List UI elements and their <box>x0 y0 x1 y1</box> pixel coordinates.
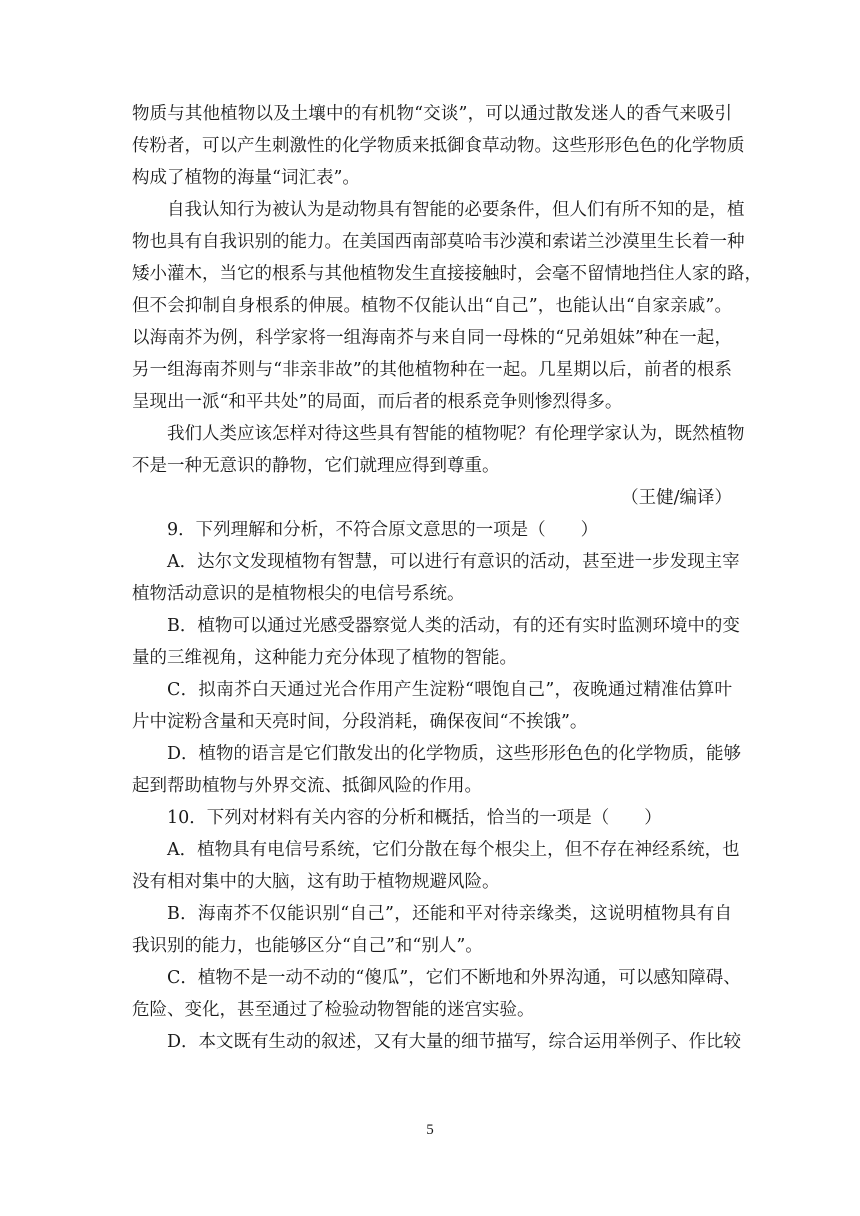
option-a-continued: 植物活动意识的是植物根尖的电信号系统。 <box>132 584 465 604</box>
text-line: 以海南芥为例，科学家将一组海南芥与来自同一母株的“兄弟姐妹”种在一起， <box>132 328 732 348</box>
question-stem: 9．下列理解和分析，不符合原文意思的一项是（ ） <box>167 520 599 540</box>
page-number: 5 <box>426 1122 434 1138</box>
option-d: D．植物的语言是它们散发出的化学物质，这些形形色色的化学物质，能够 <box>167 744 742 764</box>
option-c-continued: 片中淀粉含量和天亮时间，分段消耗，确保夜间“不挨饿”。 <box>132 712 588 732</box>
option-b: B．植物可以通过光感受器察觉人类的活动，有的还有实时监测环境中的变 <box>167 616 740 636</box>
text-line: 构成了植物的海量“词汇表”。 <box>132 168 360 188</box>
question-10 <box>132 802 742 1058</box>
paragraph <box>132 418 745 482</box>
text-line: 物也具有自我识别的能力。在美国西南部莫哈韦沙漠和索诺兰沙漠里生长着一种 <box>132 232 745 252</box>
paragraph <box>132 98 745 194</box>
text-line: 我们人类应该怎样对待这些具有智能的植物呢？有伦理学家认为，既然植物 <box>167 424 745 444</box>
option-c: C．拟南芥白天通过光合作用产生淀粉“喂饱自己”，夜晚通过精准估算叶 <box>167 680 732 700</box>
option-a: A．植物具有电信号系统，它们分散在每个根尖上，但不存在神经系统，也 <box>167 840 740 860</box>
option-d-continued: 起到帮助植物与外界交流、抵御风险的作用。 <box>132 776 482 796</box>
document-body <box>132 98 762 1058</box>
attribution: （王健/编译） <box>621 488 732 508</box>
text-line: 自我认知行为被认为是动物具有智能的必要条件，但人们有所不知的是，植 <box>167 200 745 220</box>
text-line: 传粉者，可以产生刺激性的化学物质来抵御食草动物。这些形形色色的化学物质 <box>132 136 745 156</box>
question-9 <box>132 514 742 802</box>
option-c: C．植物不是一动不动的“傻瓜”，它们不断地和外界沟通，可以感知障碍、 <box>167 968 741 988</box>
paragraph <box>132 194 762 418</box>
text-line: 另一组海南芥则与“非亲非故”的其他植物种在一起。几星期以后，前者的根系 <box>132 360 732 380</box>
option-a-continued: 没有相对集中的大脑，这有助于植物规避风险。 <box>132 872 500 892</box>
option-d: D．本文既有生动的叙述，又有大量的细节描写，综合运用举例子、作比较 <box>167 1032 742 1052</box>
text-line: 矮小灌木，当它的根系与其他植物发生直接接触时，会毫不留情地挡住人家的路， <box>132 264 762 284</box>
question-stem: 10．下列对材料有关内容的分析和概括，恰当的一项是（ ） <box>167 808 662 828</box>
text-line: 物质与其他植物以及土壤中的有机物“交谈”，可以通过散发迷人的香气来吸引 <box>132 104 732 124</box>
option-b-continued: 量的三维视角，这种能力充分体现了植物的智能。 <box>132 648 517 668</box>
option-a: A．达尔文发现植物有智慧，可以进行有意识的活动，甚至进一步发现主宰 <box>167 552 740 572</box>
option-c-continued: 危险、变化，甚至通过了检验动物智能的迷宫实验。 <box>132 1000 535 1020</box>
text-line: 不是一种无意识的静物，它们就理应得到尊重。 <box>132 456 500 476</box>
text-line: 但不会抑制自身根系的伸展。植物不仅能认出“自己”，也能认出“自家亲戚”。 <box>132 296 732 316</box>
text-line: 呈现出一派“和平共处”的局面，而后者的根系竞争则惨烈得多。 <box>132 392 623 412</box>
option-b: B．海南芥不仅能识别“自己”，还能和平对待亲缘类，这说明植物具有自 <box>167 904 732 924</box>
option-b-continued: 我识别的能力，也能够区分“自己”和“别人”。 <box>132 936 483 956</box>
